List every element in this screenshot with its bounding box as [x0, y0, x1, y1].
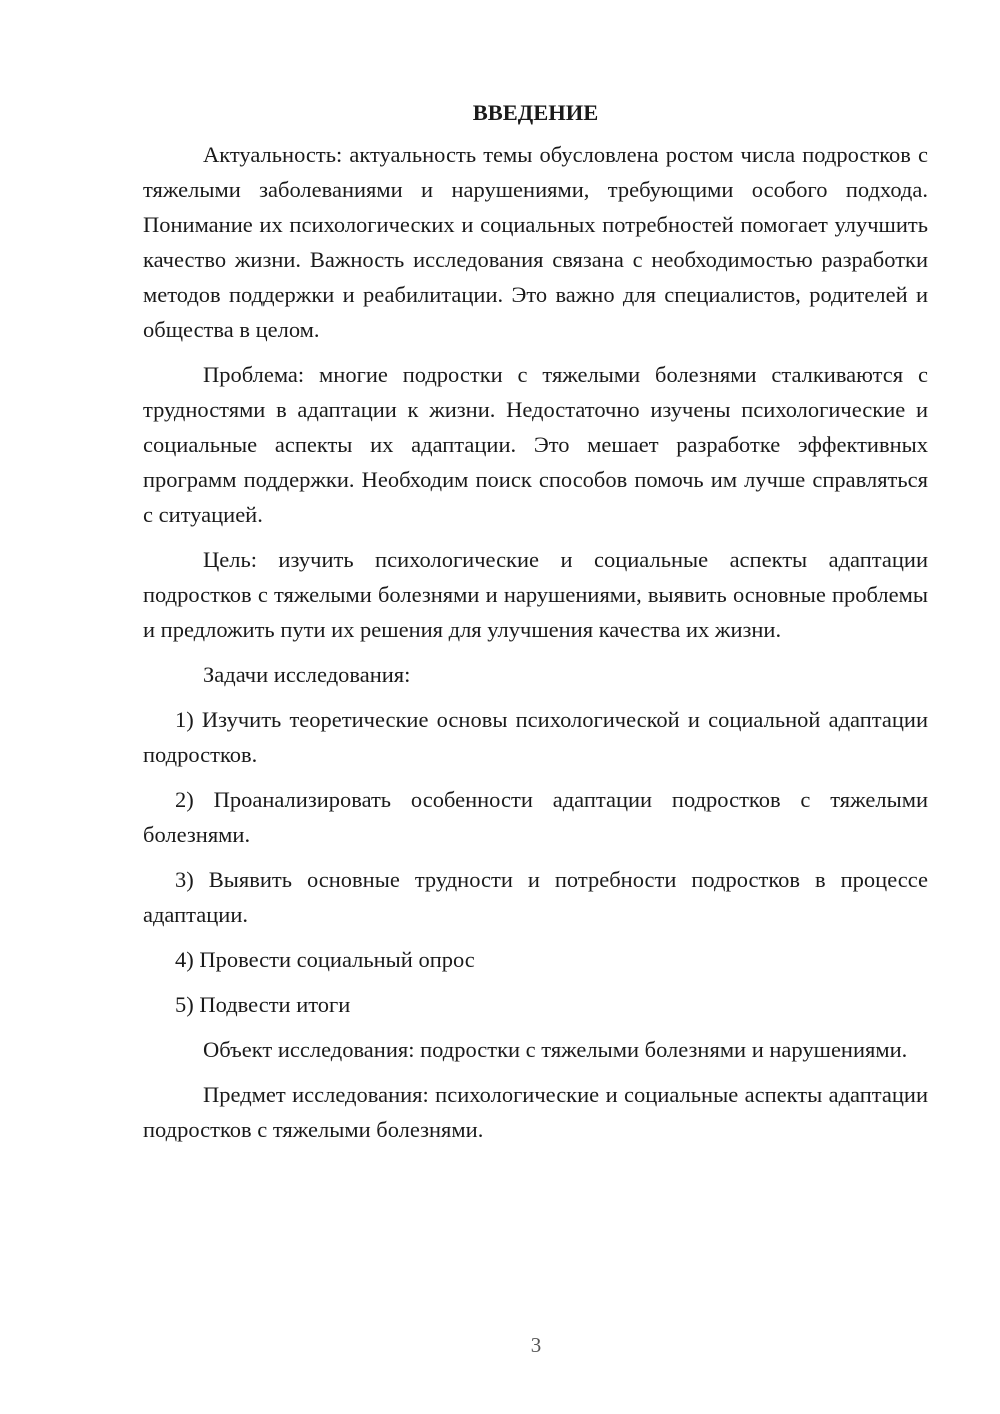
section-title: ВВЕДЕНИЕ: [472, 100, 599, 125]
tasks-heading: Задачи исследования:: [203, 662, 411, 687]
problem-paragraph: Проблема: многие подростки с тяжелыми болезнями сталкиваются с трудностями в адаптации к жизни. Недостаточно изучены психологические и социальные аспекты их адаптации. Это мешает разработке эффективных программ поддержки. Необходим поиск способов помочь им лучше справляться с ситуацией.: [143, 362, 928, 527]
goal-paragraph: Цель: изучить психологические и социальные аспекты адаптации подростков с тяжелыми болезнями и нарушениями, выявить основные проблемы и предложить пути их решения для улучшения качества их жизни.: [143, 547, 928, 642]
task-item-1: 1) Изучить теоретические основы психологической и социальной адаптации подростков.: [143, 707, 928, 767]
task-item-2: 2) Проанализировать особенности адаптации подростков с тяжелыми болезнями.: [143, 787, 928, 847]
task-item-5: 5) Подвести итоги: [175, 992, 351, 1017]
document-body: [143, 95, 928, 1157]
task-item-3: 3) Выявить основные трудности и потребности подростков в процессе адаптации.: [143, 867, 928, 927]
page-number: 3: [530, 1333, 542, 1357]
relevance-paragraph: Актуальность: актуальность темы обусловлена ростом числа подростков с тяжелыми заболеваниями и нарушениями, требующими особого подхода. Понимание их психологических и социальных потребностей помогает улучшить качество жизни. Важность исследования связана с необходимостью разработки методов поддержки и реабилитации. Это важно для специалистов, родителей и общества в целом.: [143, 142, 928, 342]
subject-paragraph: Предмет исследования: психологические и социальные аспекты адаптации подростков с тяжелыми болезнями.: [143, 1082, 928, 1142]
task-item-4: 4) Провести социальный опрос: [175, 947, 475, 972]
object-paragraph: Объект исследования: подростки с тяжелыми болезнями и нарушениями.: [203, 1037, 908, 1062]
